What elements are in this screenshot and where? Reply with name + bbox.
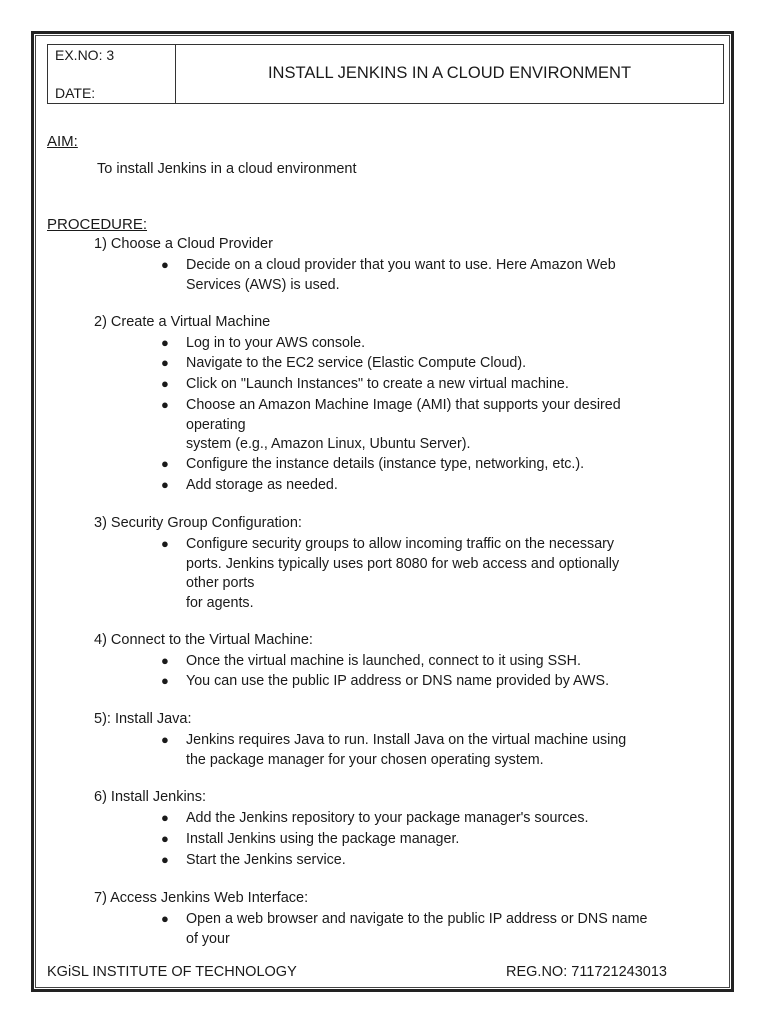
bullet-item (186, 809, 676, 829)
bullet-item (186, 375, 676, 395)
bullet-icon: ● (161, 831, 169, 846)
bullet-item (186, 910, 676, 949)
bullet-icon: ● (161, 397, 169, 412)
bullet-line: Navigate to the EC2 service (Elastic Compute Cloud). (186, 355, 527, 371)
bullet-line: Add the Jenkins repository to your package manager's sources. (186, 810, 589, 826)
bullet-line: Once the virtual machine is launched, connect to it using SSH. (186, 653, 581, 669)
step-title: 4) Connect to the Virtual Machine: (94, 632, 313, 648)
step-title: 2) Create a Virtual Machine (94, 314, 271, 330)
page-title: INSTALL JENKINS IN A CLOUD ENVIRONMENT (267, 64, 632, 82)
bullet-line: Open a web browser and navigate to the public IP address or DNS name (186, 911, 648, 927)
bullet-item (186, 334, 676, 354)
bullet-line: operating (186, 416, 246, 433)
bullet-item (186, 256, 676, 295)
bullet-line: Start the Jenkins service. (186, 852, 346, 868)
header-box (47, 44, 724, 104)
bullet-icon: ● (161, 653, 169, 668)
step-title: 6) Install Jenkins: (94, 789, 207, 805)
bullet-line: You can use the public IP address or DNS name provided by AWS. (186, 673, 610, 689)
bullet-icon: ● (161, 376, 169, 391)
footer-institute: KGiSL INSTITUTE OF TECHNOLOGY (47, 964, 297, 980)
bullet-icon: ● (161, 536, 169, 551)
bullet-item (186, 476, 676, 496)
step-title: 5): Install Java: (94, 711, 192, 727)
aim-text: To install Jenkins in a cloud environment (97, 161, 357, 177)
bullet-line: Install Jenkins using the package manager. (186, 831, 460, 847)
bullet-item (186, 851, 676, 871)
bullet-line: Click on "Launch Instances" to create a new virtual machine. (186, 376, 569, 392)
bullet-line: Services (AWS) is used. (186, 276, 340, 293)
bullet-item (186, 652, 676, 672)
procedure-heading: PROCEDURE: (47, 216, 148, 233)
bullet-icon: ● (161, 810, 169, 825)
date-label: DATE: (55, 85, 96, 101)
footer-regno: REG.NO: 711721243013 (506, 964, 667, 980)
bullet-icon: ● (161, 335, 169, 350)
bullet-line: of your (186, 930, 230, 947)
step-title: 7) Access Jenkins Web Interface: (94, 890, 309, 906)
bullet-item (186, 354, 676, 374)
bullet-line: other ports (186, 575, 255, 592)
bullet-icon: ● (161, 852, 169, 867)
bullet-item (186, 396, 676, 455)
bullet-line: Configure security groups to allow incoming traffic on the necessary (186, 536, 615, 552)
bullet-line: for agents. (186, 594, 254, 611)
bullet-icon: ● (161, 355, 169, 370)
bullet-line: the package manager for your chosen operating system. (186, 751, 544, 768)
bullet-icon: ● (161, 732, 169, 747)
bullet-item (186, 830, 676, 850)
bullet-line: system (e.g., Amazon Linux, Ubuntu Server). (186, 436, 471, 453)
step-title: 1) Choose a Cloud Provider (94, 236, 273, 252)
bullet-icon: ● (161, 477, 169, 492)
bullet-line: Log in to your AWS console. (186, 335, 366, 351)
bullet-line: Decide on a cloud provider that you want to use. Here Amazon Web (186, 257, 616, 273)
bullet-item (186, 455, 676, 475)
bullet-icon: ● (161, 257, 169, 272)
bullet-icon: ● (161, 911, 169, 926)
bullet-icon: ● (161, 673, 169, 688)
exercise-number: EX.NO: 3 (55, 47, 115, 63)
bullet-item (186, 672, 676, 692)
bullet-item (186, 535, 676, 613)
bullet-line: Add storage as needed. (186, 477, 338, 493)
bullet-line: Configure the instance details (instance type, networking, etc.). (186, 456, 585, 472)
bullet-line: Choose an Amazon Machine Image (AMI) that supports your desired (186, 397, 621, 413)
bullet-line: ports. Jenkins typically uses port 8080 for web access and optionally (186, 555, 620, 572)
bullet-item (186, 731, 676, 770)
bullet-icon: ● (161, 456, 169, 471)
aim-heading: AIM: (47, 133, 78, 150)
bullet-line: Jenkins requires Java to run. Install Java on the virtual machine using (186, 732, 627, 748)
step-title: 3) Security Group Configuration: (94, 515, 302, 531)
